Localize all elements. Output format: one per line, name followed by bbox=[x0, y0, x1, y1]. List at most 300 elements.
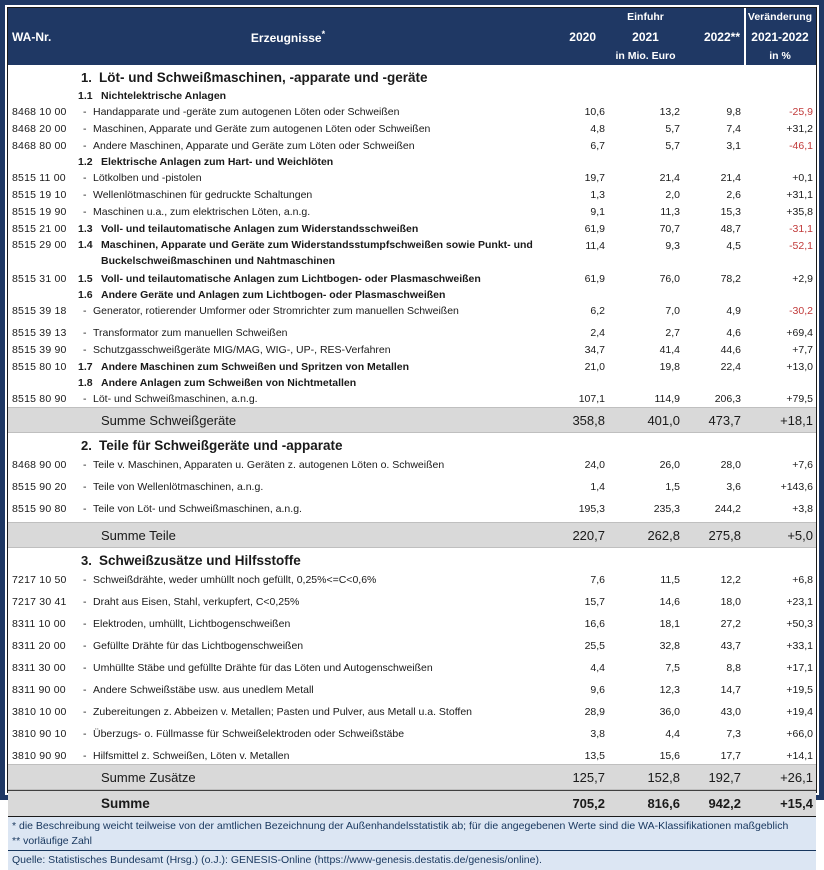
subsection-row bbox=[8, 375, 816, 390]
product-label bbox=[78, 640, 498, 652]
product-label bbox=[78, 459, 498, 471]
product-label bbox=[78, 393, 498, 405]
wa-number: 3810 90 90 bbox=[12, 749, 67, 762]
footnote-1: * die Beschreibung weicht teilweise von der amtlichen Bezeichnung der Außenhandelsstatistik ab; für die angegebenen Werte sind die WA-Klassifikationen maßgeblich bbox=[12, 820, 789, 832]
value-change: +143,6 bbox=[780, 480, 813, 493]
value-2020: 358,8 bbox=[572, 412, 605, 428]
product-label bbox=[78, 172, 498, 184]
value-2021: 152,8 bbox=[647, 769, 680, 785]
section-row bbox=[8, 67, 816, 88]
label-text: Voll- und teilautomatische Anlagen zum Lichtbogen- oder Plasmaschweißen bbox=[101, 272, 481, 285]
product-label bbox=[8, 90, 498, 102]
column-header-change: 2021-2022 bbox=[751, 29, 809, 44]
table-row bbox=[8, 659, 816, 676]
product-label bbox=[78, 413, 498, 428]
value-2020: 1,3 bbox=[590, 188, 605, 201]
wa-number: 8311 30 00 bbox=[12, 661, 66, 674]
value-2021: 235,3 bbox=[653, 502, 680, 515]
table-row bbox=[8, 478, 816, 495]
label-text: Teile von Löt- und Schweißmaschinen, a.n.g. bbox=[93, 502, 302, 515]
product-label bbox=[78, 618, 498, 630]
item-dash: - bbox=[83, 480, 87, 493]
sum-row bbox=[8, 522, 816, 548]
value-2021: 18,1 bbox=[659, 617, 680, 630]
subsection-row bbox=[8, 88, 816, 103]
value-2021: 7,5 bbox=[665, 661, 680, 674]
table-row bbox=[8, 186, 816, 203]
label-text: Nichtelektrische Anlagen bbox=[101, 89, 227, 102]
item-dash: - bbox=[83, 171, 87, 184]
item-dash: - bbox=[83, 661, 87, 674]
table-row bbox=[8, 137, 816, 154]
label-text: Transformator zum manuellen Schweißen bbox=[93, 326, 288, 339]
item-dash: - bbox=[83, 188, 87, 201]
wa-number: 8515 29 00 bbox=[12, 239, 67, 251]
wa-number: 8515 39 90 bbox=[12, 343, 67, 356]
wa-number: 8515 19 10 bbox=[12, 188, 67, 201]
value-change: +79,5 bbox=[786, 392, 813, 405]
label-text: Teile v. Maschinen, Apparaten u. Geräten z. autogenen Löten o. Schweißen bbox=[93, 458, 445, 471]
label-text: Andere Anlagen zum Schweißen von Nichtmetallen bbox=[101, 376, 357, 389]
value-2022: 14,7 bbox=[720, 683, 741, 696]
table-row bbox=[8, 390, 816, 407]
column-header-erzeugnisse: Erzeugnisse* bbox=[250, 28, 326, 45]
value-2021: 15,6 bbox=[659, 749, 680, 762]
column-header-2021: 2021 bbox=[632, 29, 659, 44]
value-2022: 2,6 bbox=[726, 188, 741, 201]
table-row bbox=[8, 270, 816, 287]
product-label bbox=[78, 327, 498, 339]
table-row bbox=[8, 571, 816, 588]
value-2022: 43,0 bbox=[720, 705, 741, 718]
value-2021: 36,0 bbox=[659, 705, 680, 718]
label-text: Umhüllte Stäbe und gefüllte Drähte für das Löten und Autogenschweißen bbox=[93, 661, 433, 674]
value-2020: 2,4 bbox=[590, 326, 605, 339]
label-text: Elektroden, umhüllt, Lichtbogenschweißen bbox=[93, 617, 291, 630]
product-label bbox=[8, 289, 498, 301]
value-2022: 3,6 bbox=[726, 480, 741, 493]
value-2020: 61,9 bbox=[584, 272, 605, 285]
value-change: +7,7 bbox=[792, 343, 813, 356]
label-text: Handapparate und -geräte zum autogenen Löten oder Schweißen bbox=[93, 105, 400, 118]
product-label bbox=[78, 305, 498, 317]
value-2022: 7,3 bbox=[726, 727, 741, 740]
wa-number: 8515 19 90 bbox=[12, 205, 67, 218]
product-label bbox=[78, 123, 498, 135]
outline-number: 1.3 bbox=[78, 222, 93, 235]
value-2021: 14,6 bbox=[659, 595, 680, 608]
sum-row bbox=[8, 764, 816, 790]
value-change: +5,0 bbox=[787, 527, 813, 543]
wa-number: 8515 80 90 bbox=[12, 392, 67, 405]
column-unit-label: in Mio. Euro bbox=[615, 50, 676, 62]
value-change: -25,9 bbox=[789, 105, 813, 118]
item-dash: - bbox=[83, 458, 87, 471]
wa-number: 8468 20 00 bbox=[12, 122, 67, 135]
table-row bbox=[8, 324, 816, 341]
product-label bbox=[78, 528, 498, 543]
value-2022: 192,7 bbox=[708, 769, 741, 785]
value-change: +31,2 bbox=[786, 122, 813, 135]
value-2020: 3,8 bbox=[590, 727, 605, 740]
footnote-2: ** vorläufige Zahl bbox=[12, 835, 92, 847]
product-label bbox=[78, 189, 498, 201]
value-2020: 28,9 bbox=[584, 705, 605, 718]
table-header bbox=[8, 8, 816, 65]
table-frame bbox=[7, 7, 817, 866]
column-group-veraenderung: Veränderung bbox=[747, 11, 813, 23]
value-2021: 262,8 bbox=[647, 527, 680, 543]
value-2021: 26,0 bbox=[659, 458, 680, 471]
value-2022: 48,7 bbox=[720, 222, 741, 235]
sum-row bbox=[8, 407, 816, 433]
item-dash: - bbox=[83, 749, 87, 762]
value-2021: 2,0 bbox=[665, 188, 680, 201]
value-2022: 4,6 bbox=[726, 326, 741, 339]
wa-number: 7217 10 50 bbox=[12, 573, 67, 586]
value-2020: 6,7 bbox=[590, 139, 605, 152]
value-change: +66,0 bbox=[786, 727, 813, 740]
item-dash: - bbox=[83, 595, 87, 608]
wa-number: 8515 39 13 bbox=[12, 326, 67, 339]
table-row bbox=[8, 220, 816, 237]
value-2020: 7,6 bbox=[590, 573, 605, 586]
value-2020: 1,4 bbox=[590, 480, 605, 493]
label-text: Teile von Wellenlötmaschinen, a.n.g. bbox=[93, 480, 264, 493]
product-label bbox=[78, 596, 498, 608]
value-2020: 705,2 bbox=[572, 796, 605, 811]
value-change: +33,1 bbox=[786, 639, 813, 652]
value-2021: 76,0 bbox=[659, 272, 680, 285]
wa-number: 8468 80 00 bbox=[12, 139, 67, 152]
table-row bbox=[8, 615, 816, 632]
wa-number: 7217 30 41 bbox=[12, 595, 67, 608]
wa-number: 8515 11 00 bbox=[12, 171, 66, 184]
item-dash: - bbox=[83, 639, 87, 652]
value-2022: 21,4 bbox=[720, 171, 741, 184]
product-label bbox=[78, 662, 498, 674]
product-label bbox=[78, 361, 498, 373]
outline-number: 1.8 bbox=[78, 376, 93, 389]
table-row bbox=[8, 302, 816, 319]
table-row bbox=[8, 203, 816, 220]
wa-number: 8515 90 80 bbox=[12, 502, 67, 515]
outline-number: 1.4 bbox=[78, 239, 93, 251]
value-2020: 4,4 bbox=[590, 661, 605, 674]
column-header-2022: 2022** bbox=[703, 29, 740, 44]
product-label bbox=[78, 728, 498, 740]
item-dash: - bbox=[83, 683, 87, 696]
value-change: +69,4 bbox=[786, 326, 813, 339]
value-change: +17,1 bbox=[786, 661, 813, 674]
item-dash: - bbox=[83, 502, 87, 515]
value-2020: 4,8 bbox=[590, 122, 605, 135]
outline-number: 3. bbox=[81, 553, 92, 568]
value-2022: 17,7 bbox=[720, 749, 741, 762]
label-text: Schweißzusätze und Hilfsstoffe bbox=[99, 553, 301, 568]
value-change: +2,9 bbox=[792, 272, 813, 285]
value-2022: 44,6 bbox=[720, 343, 741, 356]
table-row bbox=[8, 103, 816, 120]
label-text: Maschinen, Apparate und Geräte zum Widerstandsstumpfschweißen sowie Punkt- und bbox=[101, 239, 533, 251]
value-2020: 11,4 bbox=[585, 240, 605, 252]
label-text: Maschinen u.a., zum elektrischen Löten, a.n.g. bbox=[93, 205, 311, 218]
value-2020: 107,1 bbox=[578, 392, 605, 405]
section-row bbox=[8, 550, 816, 571]
table-row bbox=[8, 747, 816, 764]
value-change: +50,3 bbox=[786, 617, 813, 630]
label-text: Summe Zusätze bbox=[101, 769, 196, 785]
value-2022: 9,8 bbox=[726, 105, 741, 118]
item-dash: - bbox=[83, 122, 87, 135]
label-text: Teile für Schweißgeräte und -apparate bbox=[99, 438, 343, 453]
value-2021: 11,3 bbox=[660, 205, 680, 218]
value-2021: 41,4 bbox=[659, 343, 680, 356]
table-row bbox=[8, 500, 816, 517]
value-2022: 8,8 bbox=[726, 661, 741, 674]
value-2021: 32,8 bbox=[659, 639, 680, 652]
value-2020: 16,6 bbox=[584, 617, 605, 630]
source-line: Quelle: Statistisches Bundesamt (Hrsg.) (o.J.): GENESIS-Online (https://www-genesis.destatis.de/genesis/online). bbox=[8, 850, 816, 869]
wa-number: 3810 90 10 bbox=[12, 727, 67, 740]
wa-number: 3810 10 00 bbox=[12, 705, 67, 718]
value-2021: 7,0 bbox=[665, 304, 680, 317]
label-text: Voll- und teilautomatische Anlagen zum Widerstandsschweißen bbox=[101, 222, 419, 235]
grand-sum-row bbox=[8, 790, 816, 816]
value-2020: 13,5 bbox=[584, 749, 605, 762]
value-2022: 3,1 bbox=[726, 139, 741, 152]
value-2022: 942,2 bbox=[708, 796, 741, 811]
value-2022: 7,4 bbox=[726, 122, 741, 135]
value-2022: 4,5 bbox=[726, 240, 741, 252]
column-change-unit-label: in % bbox=[769, 50, 791, 62]
wa-number: 8515 39 18 bbox=[12, 304, 67, 317]
item-dash: - bbox=[83, 343, 87, 356]
value-change: +31,1 bbox=[786, 188, 813, 201]
value-change: +3,8 bbox=[792, 502, 813, 515]
label-text: Lötkolben und -pistolen bbox=[93, 171, 202, 184]
value-change: -46,1 bbox=[789, 139, 813, 152]
value-change: +7,6 bbox=[792, 458, 813, 471]
item-dash: - bbox=[83, 304, 87, 317]
value-2020: 61,9 bbox=[584, 222, 605, 235]
value-2021: 4,4 bbox=[665, 727, 680, 740]
value-change: +6,8 bbox=[792, 573, 813, 586]
label-text: Generator, rotierender Umformer oder Stromrichter zum manuellen Schweißen bbox=[93, 304, 459, 317]
wa-number: 8468 90 00 bbox=[12, 458, 67, 471]
product-label bbox=[78, 684, 498, 696]
wa-number: 8468 10 00 bbox=[12, 105, 67, 118]
value-2020: 220,7 bbox=[572, 527, 605, 543]
footnote-marker: * bbox=[321, 28, 326, 39]
outline-number: 1.5 bbox=[78, 272, 93, 285]
label-text: Löt- und Schweißmaschinen, -apparate und -geräte bbox=[99, 70, 428, 85]
product-label bbox=[78, 438, 498, 453]
item-dash: - bbox=[83, 105, 87, 118]
value-change: +26,1 bbox=[780, 769, 813, 785]
table-row bbox=[8, 341, 816, 358]
label-text: Andere Maschinen, Apparate und Geräte zum Löten oder Schweißen bbox=[93, 139, 415, 152]
item-dash: - bbox=[83, 326, 87, 339]
outline-number: 1.1 bbox=[78, 89, 93, 102]
header-divider bbox=[744, 8, 746, 65]
table-row bbox=[8, 637, 816, 654]
table-row bbox=[8, 703, 816, 720]
product-label bbox=[78, 706, 498, 718]
value-2022: 43,7 bbox=[720, 639, 741, 652]
product-label bbox=[78, 553, 498, 568]
value-change: +18,1 bbox=[780, 412, 813, 428]
item-dash: - bbox=[83, 705, 87, 718]
product-label bbox=[78, 796, 498, 811]
value-change: +15,4 bbox=[780, 796, 813, 811]
label-text: Draht aus Eisen, Stahl, verkupfert, C<0,25% bbox=[93, 595, 300, 608]
table-body bbox=[8, 65, 816, 816]
label-text: Andere Schweißstäbe usw. aus unedlem Metall bbox=[93, 683, 314, 696]
value-2022: 4,9 bbox=[726, 304, 741, 317]
wa-number: 8515 21 00 bbox=[12, 222, 67, 235]
item-dash: - bbox=[83, 617, 87, 630]
section-row bbox=[8, 435, 816, 456]
value-change: +19,5 bbox=[786, 683, 813, 696]
wa-number: 8515 31 00 bbox=[12, 272, 67, 285]
product-label bbox=[78, 206, 498, 218]
value-2022: 78,2 bbox=[720, 272, 741, 285]
table-row bbox=[8, 593, 816, 610]
value-change: +13,0 bbox=[786, 360, 813, 373]
outline-number: 1.7 bbox=[78, 360, 93, 373]
table-row bbox=[8, 456, 816, 473]
item-dash: - bbox=[83, 205, 87, 218]
value-2020: 19,7 bbox=[584, 171, 605, 184]
table-row bbox=[8, 358, 816, 375]
value-2021: 11,5 bbox=[660, 573, 680, 586]
value-2022: 244,2 bbox=[714, 502, 741, 515]
label-text: Schutzgasschweißgeräte MIG/MAG, WIG-, UP-, RES-Verfahren bbox=[93, 343, 391, 356]
product-label bbox=[8, 377, 498, 389]
label-text: Summe Schweißgeräte bbox=[101, 412, 237, 428]
product-label bbox=[78, 273, 498, 285]
product-label bbox=[78, 574, 498, 586]
value-2020: 21,0 bbox=[584, 360, 605, 373]
table-row bbox=[8, 725, 816, 742]
value-2021: 5,7 bbox=[665, 122, 680, 135]
value-2021: 5,7 bbox=[665, 139, 680, 152]
label-text: Schweißdrähte, weder umhüllt noch gefüllt, 0,25%<=C<0,6% bbox=[93, 573, 377, 586]
subsection-row bbox=[8, 154, 816, 169]
label-text: Andere Maschinen zum Schweißen und Spritzen von Metallen bbox=[101, 360, 410, 373]
outline-number: 1. bbox=[81, 70, 92, 85]
label-text: Wellenlötmaschinen für gedruckte Schaltungen bbox=[93, 188, 313, 201]
label-text: Elektrische Anlagen zum Hart- und Weichlöten bbox=[101, 155, 334, 168]
value-2022: 206,3 bbox=[714, 392, 741, 405]
column-header-wa-nr: WA-Nr. bbox=[12, 29, 52, 44]
product-label bbox=[78, 344, 498, 356]
label-text: Gefüllte Drähte für das Lichtbogenschweißen bbox=[93, 639, 304, 652]
table-row bbox=[8, 169, 816, 186]
wa-number: 8311 90 00 bbox=[12, 683, 66, 696]
footnotes bbox=[8, 816, 816, 870]
product-label bbox=[78, 140, 498, 152]
value-2022: 22,4 bbox=[720, 360, 741, 373]
value-2022: 473,7 bbox=[708, 412, 741, 428]
item-dash: - bbox=[83, 392, 87, 405]
label-text-line2: Buckelschweißmaschinen und Nahtmaschinen bbox=[101, 255, 335, 267]
subsection-row bbox=[8, 287, 816, 302]
product-label bbox=[78, 106, 498, 118]
product-label bbox=[78, 770, 498, 785]
value-2021: 13,2 bbox=[659, 105, 680, 118]
outline-number: 1.2 bbox=[78, 155, 93, 168]
product-label bbox=[78, 223, 498, 235]
value-change: +35,8 bbox=[786, 205, 813, 218]
label-text: Maschinen, Apparate und Geräte zum autogenen Löten oder Schweißen bbox=[93, 122, 431, 135]
label-text: Zubereitungen z. Abbeizen v. Metallen; Pasten und Pulver, aus Metall u.a. Stoffen bbox=[93, 705, 473, 718]
table-row bbox=[8, 681, 816, 698]
value-2020: 195,3 bbox=[578, 502, 605, 515]
value-2020: 15,7 bbox=[584, 595, 605, 608]
value-change: -30,2 bbox=[789, 304, 813, 317]
value-2021: 816,6 bbox=[647, 796, 680, 811]
item-dash: - bbox=[83, 573, 87, 586]
value-2021: 9,3 bbox=[665, 240, 680, 252]
value-2021: 1,5 bbox=[665, 480, 680, 493]
item-dash: - bbox=[83, 139, 87, 152]
product-label bbox=[78, 503, 498, 515]
value-change: -52,1 bbox=[789, 240, 813, 252]
value-2022: 27,2 bbox=[720, 617, 741, 630]
value-change: +0,1 bbox=[792, 171, 813, 184]
value-2020: 10,6 bbox=[584, 105, 605, 118]
label-text: Hilfsmittel z. Schweißen, Löten v. Metallen bbox=[93, 749, 290, 762]
value-2020: 125,7 bbox=[572, 769, 605, 785]
value-change: -31,1 bbox=[789, 222, 813, 235]
product-label bbox=[8, 156, 498, 168]
value-2020: 9,1 bbox=[590, 205, 605, 218]
value-2022: 15,3 bbox=[720, 205, 741, 218]
value-change: +19,4 bbox=[786, 705, 813, 718]
column-group-einfuhr: Einfuhr bbox=[627, 11, 664, 23]
value-2021: 401,0 bbox=[647, 412, 680, 428]
label-text: Summe Teile bbox=[101, 527, 176, 543]
value-2021: 19,8 bbox=[659, 360, 680, 373]
wa-number: 8311 20 00 bbox=[12, 639, 66, 652]
product-label bbox=[78, 70, 498, 85]
label-text: Löt- und Schweißmaschinen, a.n.g. bbox=[93, 392, 258, 405]
column-header-2020: 2020 bbox=[569, 29, 596, 44]
value-2020: 34,7 bbox=[584, 343, 605, 356]
item-dash: - bbox=[83, 727, 87, 740]
product-label bbox=[78, 481, 498, 493]
value-2021: 70,7 bbox=[659, 222, 680, 235]
wa-number: 8515 80 10 bbox=[12, 360, 67, 373]
product-label bbox=[78, 750, 498, 762]
wa-number: 8311 10 00 bbox=[12, 617, 66, 630]
table-row bbox=[8, 237, 816, 270]
label-text: Überzugs- o. Füllmasse für Schweißelektroden oder Schweißstäbe bbox=[93, 727, 405, 740]
outline-number: 2. bbox=[81, 438, 92, 453]
product-label bbox=[78, 237, 533, 269]
label-text: Andere Geräte und Anlagen zum Lichtbogen- oder Plasmaschweißen bbox=[101, 288, 446, 301]
value-2021: 12,3 bbox=[659, 683, 680, 696]
value-2021: 114,9 bbox=[654, 392, 680, 405]
value-change: +14,1 bbox=[786, 749, 813, 762]
value-2020: 24,0 bbox=[584, 458, 605, 471]
value-2022: 28,0 bbox=[720, 458, 741, 471]
table-row bbox=[8, 120, 816, 137]
value-2020: 25,5 bbox=[584, 639, 605, 652]
value-2022: 275,8 bbox=[708, 527, 741, 543]
